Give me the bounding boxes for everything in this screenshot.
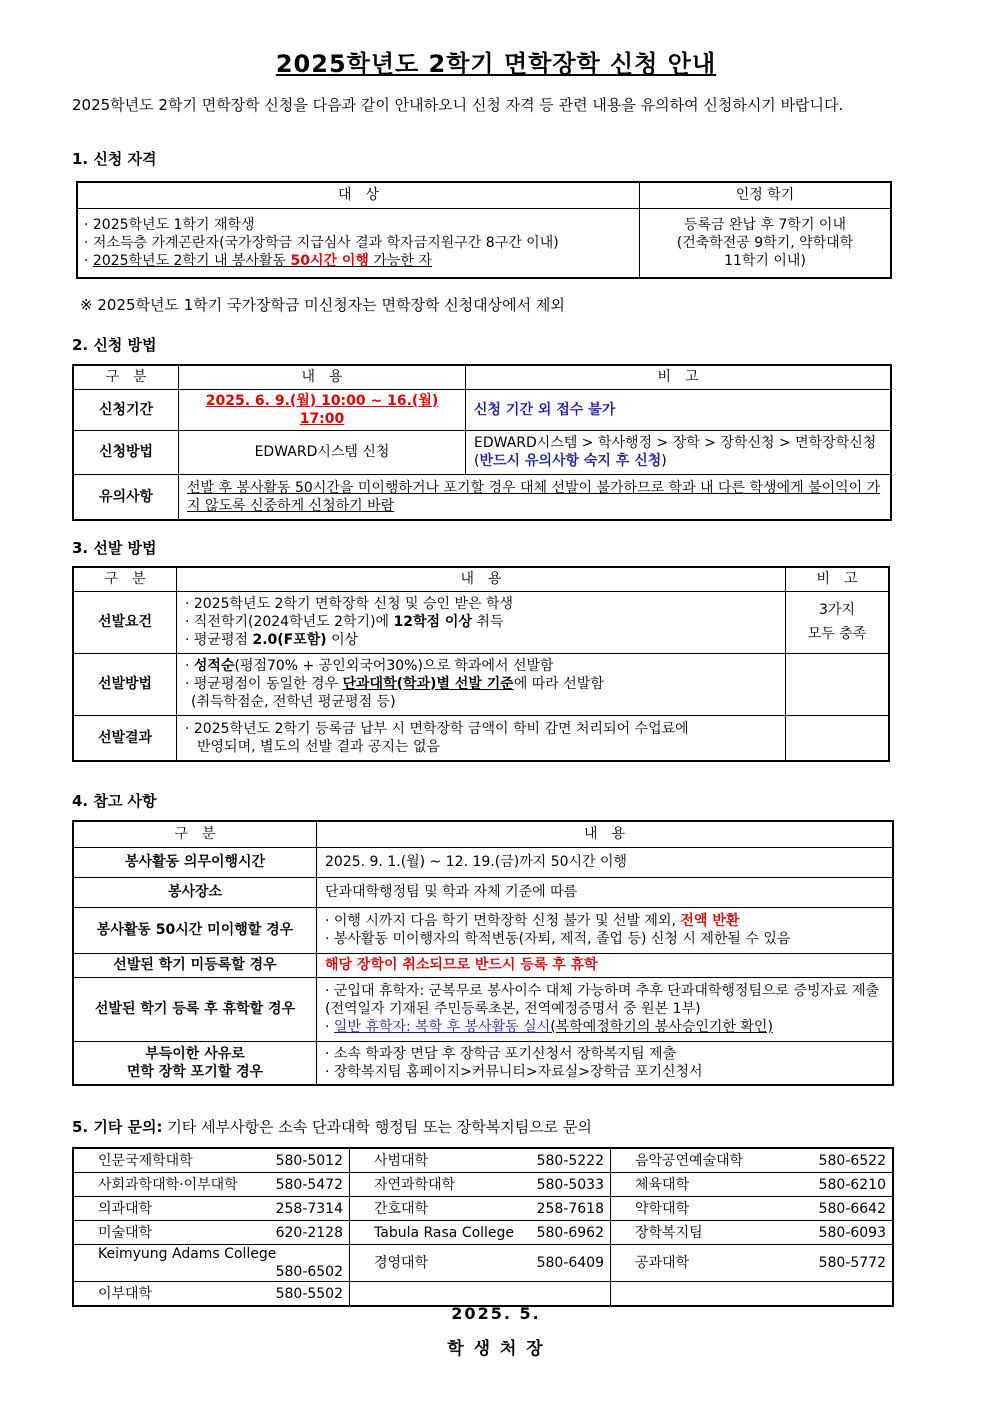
caution-text: 선발 후 봉사활동 50시간을 미이행하거나 포기할 경우 대체 선발이 불가하므로 학과 내 다른 학생에게 불이익이 가지 않도록 신중하게 신청하기 바람 — [179, 474, 892, 520]
non-fulfillment: · 이행 시까지 다음 학기 면학장학 신청 불가 및 선발 제외, 전액 반환 · 봉사활동 미이행자의 학적변동(자퇴, 제적, 졸업 등) 신청 시 제한될 수 있음 — [317, 907, 894, 953]
contact-dept: 의과대학 — [98, 1200, 153, 1217]
contact-cell — [350, 1197, 611, 1221]
contact-cell — [611, 1282, 894, 1307]
leave-of-absence: · 군입대 휴학자: 군복무로 봉사이수 대체 가능하며 추후 단과대학행정팀으로 증빙자료 제출(전역일자 기재된 주민등록초본, 전역예정증명서 중 원본 1부) · 일반 휴학자: 복학 후 봉사활동 실시(복학예정학기의 봉사승인기한 확인) — [317, 977, 894, 1041]
contact-phone: 580-5472 — [275, 1176, 343, 1193]
row-label: 신청방법 — [73, 430, 179, 474]
contact-row — [73, 1148, 893, 1173]
contact-dept: 이부대학 — [98, 1285, 153, 1302]
row-label: 선발된 학기 미등록할 경우 — [73, 953, 317, 977]
selection-method: · 성적순(평점70% + 공인외국어30%)으로 학과에서 선발함 · 평균평점이 동일한 경우 단과대학(학과)별 선발 기준에 따라 선발함 (취득학점순, 전학년 평균평점 등) — [177, 653, 786, 715]
contact-cell — [73, 1221, 350, 1245]
requirements: · 2025학년도 2학기 면학장학 신청 및 승인 받은 학생 · 직전학기(2024학년도 2학기)에 12학점 이상 취득 · 평균평점 2.0(F포함) 이상 — [177, 591, 786, 653]
eligibility-item: · 2025학년도 2학기 내 봉사활동 50시간 이행 가능한 자 — [84, 252, 432, 269]
contact-phone: 580-5772 — [818, 1255, 886, 1271]
col-content: 내 용 — [317, 821, 894, 847]
contact-phone: 258-7618 — [536, 1200, 604, 1217]
contact-dept: 사범대학 — [374, 1152, 429, 1169]
contact-dept: 자연과학대학 — [374, 1176, 456, 1193]
contact-cell — [73, 1282, 350, 1307]
contact-dept: 체육대학 — [635, 1176, 690, 1193]
contact-dept: Keimyung Adams College — [98, 1246, 277, 1262]
contact-cell — [611, 1173, 894, 1197]
contact-cell — [350, 1282, 611, 1307]
col-category: 구 분 — [73, 821, 317, 847]
contact-dept: 음악공연예술대학 — [635, 1152, 744, 1169]
eligibility-items — [77, 208, 640, 278]
col-target: 대 상 — [77, 182, 640, 208]
intro-text: 2025학년도 2학기 면학장학 신청을 다음과 같이 안내하오니 신청 자격 등 관련 내용을 유의하여 신청하시기 바랍니다. — [72, 96, 844, 114]
contact-row — [73, 1197, 893, 1221]
date: 2025. 5. — [451, 1304, 541, 1323]
contact-dept: 공과대학 — [635, 1255, 690, 1271]
contact-cell — [73, 1173, 350, 1197]
contact-cell — [611, 1197, 894, 1221]
contact-dept: 미술대학 — [98, 1224, 153, 1241]
contact-phone: 580-6502 — [275, 1264, 343, 1280]
method-note: EDWARD시스템 > 학사행정 > 장학 > 장학신청 > 면학장학신청 (반드시 유의사항 숙지 후 신청) — [466, 430, 892, 474]
eligibility-item: · 2025학년도 1학기 재학생 — [84, 216, 255, 233]
row-label: 봉사활동 의무이행시간 — [73, 847, 317, 877]
contact-phone: 580-5502 — [275, 1285, 343, 1302]
col-content: 내 용 — [179, 365, 466, 389]
contact-cell — [611, 1148, 894, 1173]
contact-phone: 580-6210 — [818, 1176, 886, 1193]
contact-cell — [350, 1245, 611, 1282]
service-period: 2025. 9. 1.(월) ~ 12. 19.(금)까지 50시간 이행 — [317, 847, 894, 877]
contact-phone: 580-6522 — [818, 1152, 886, 1169]
eligibility-table — [76, 181, 892, 279]
contact-cell — [611, 1245, 894, 1282]
semester-limit: 등록금 완납 후 7학기 이내 (건축학전공 9학기, 약학대학 11학기 이내) — [640, 208, 892, 278]
contact-cell — [350, 1173, 611, 1197]
contact-dept: 장학복지팀 — [635, 1224, 703, 1241]
row-label: 선발요건 — [73, 591, 177, 653]
contact-table — [72, 1147, 894, 1307]
signer: 학 생 처 장 — [447, 1339, 545, 1359]
contact-phone: 580-6093 — [818, 1224, 886, 1241]
contact-row — [73, 1282, 893, 1307]
reference-table — [72, 820, 894, 1086]
contact-phone: 580-5222 — [536, 1152, 604, 1169]
row-label: 선발방법 — [73, 653, 177, 715]
section-2-heading: 2. 신청 방법 — [72, 336, 157, 354]
contact-row — [73, 1245, 893, 1282]
contact-dept: 약학대학 — [635, 1200, 690, 1217]
section-4-heading: 4. 참고 사항 — [72, 792, 157, 810]
period-note: 신청 기간 외 접수 불가 — [466, 389, 892, 430]
section-5-heading: 5. 기타 문의: 기타 세부사항은 소속 단과대학 행정팀 또는 장학복지팀으로 문의 — [72, 1118, 592, 1136]
page-title: 2025학년도 2학기 면학장학 신청 안내 — [275, 50, 717, 78]
contact-dept: 간호대학 — [374, 1200, 429, 1217]
contact-phone: 258-7314 — [275, 1200, 343, 1217]
method-table — [72, 364, 892, 521]
contact-cell — [350, 1148, 611, 1173]
contact-dept: 사회과학대학·이부대학 — [98, 1176, 238, 1193]
contact-phone: 580-5033 — [536, 1176, 604, 1193]
row-label: 봉사활동 50시간 미이행할 경우 — [73, 907, 317, 953]
contact-dept: Tabula Rasa College — [374, 1224, 515, 1241]
unregistered-note: 해당 장학이 취소되므로 반드시 등록 후 휴학 — [317, 953, 894, 977]
col-note: 비 고 — [466, 365, 892, 389]
contact-phone: 580-6642 — [818, 1200, 886, 1217]
application-period: 2025. 6. 9.(월) 10:00 ~ 16.(월) 17:00 — [179, 389, 466, 430]
contact-cell — [611, 1221, 894, 1245]
application-method: EDWARD시스템 신청 — [179, 430, 466, 474]
col-category: 구 분 — [73, 567, 177, 591]
contact-cell — [73, 1197, 350, 1221]
contact-row — [73, 1221, 893, 1245]
row-label: 유의사항 — [73, 474, 179, 520]
contact-dept: 인문국제학대학 — [98, 1152, 193, 1169]
contact-cell — [73, 1148, 350, 1173]
selection-table — [72, 566, 890, 762]
section-1-heading: 1. 신청 자격 — [72, 150, 157, 168]
col-semester: 인정 학기 — [640, 182, 892, 208]
selection-result: · 2025학년도 2학기 등록금 납부 시 면학장학 금액이 학비 감면 처리되어 수업료에 반영되며, 별도의 선발 결과 공지는 없음 — [177, 715, 786, 761]
contact-dept: 경영대학 — [374, 1255, 429, 1271]
col-category: 구 분 — [73, 365, 179, 389]
contact-phone: 580-6409 — [536, 1255, 604, 1271]
contact-row — [73, 1173, 893, 1197]
contact-cell — [350, 1221, 611, 1245]
service-place: 단과대학행정팀 및 학과 자체 기준에 따름 — [317, 877, 894, 907]
contact-cell — [73, 1245, 350, 1282]
eligibility-item: · 저소득층 가계곤란자(국가장학금 지급심사 결과 학자금지원구간 8구간 이내) — [84, 234, 559, 251]
contact-phone: 580-5012 — [275, 1152, 343, 1169]
col-note: 비 고 — [786, 567, 890, 591]
give-up: · 소속 학과장 면담 후 장학금 포기신청서 장학복지팀 제출 · 장학복지팀 홈페이지>커뮤니티>자료실>장학금 포기신청서 — [317, 1041, 894, 1085]
row-label: 신청기간 — [73, 389, 179, 430]
row-label: 부득이한 사유로 면학 장학 포기할 경우 — [73, 1041, 317, 1085]
col-content: 내 용 — [177, 567, 786, 591]
row-label: 선발결과 — [73, 715, 177, 761]
row-label: 선발된 학기 등록 후 휴학할 경우 — [73, 977, 317, 1041]
contact-phone: 620-2128 — [275, 1224, 343, 1241]
row-label: 봉사장소 — [73, 877, 317, 907]
contact-phone: 580-6962 — [536, 1224, 604, 1241]
eligibility-note: ※ 2025학년도 1학기 국가장학금 미신청자는 면학장학 신청대상에서 제외 — [80, 296, 565, 314]
requirements-note: 3가지 모두 충족 — [786, 591, 890, 653]
section-3-heading: 3. 선발 방법 — [72, 539, 157, 557]
